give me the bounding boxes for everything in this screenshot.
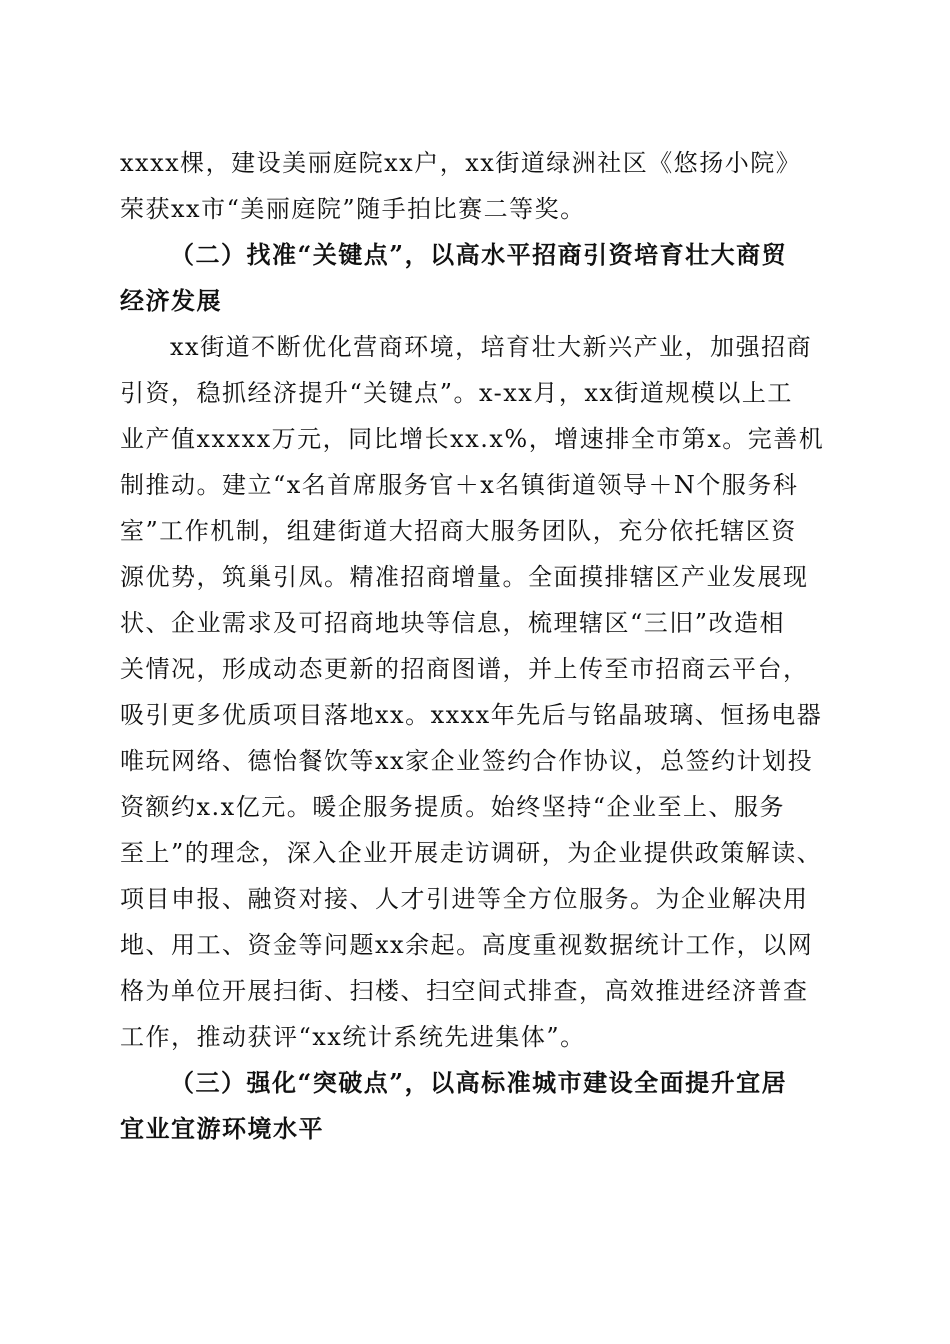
paragraph-2-line-4: 制推动。建立“x名首席服务官＋x名镇街道领导＋N个服务科 bbox=[120, 471, 799, 499]
paragraph-1-line-2: 荣获xx市“美丽庭院”随手拍比赛二等奖。 bbox=[120, 195, 586, 223]
paragraph-2-line-16: 工作，推动获评“xx统计系统先进集体”。 bbox=[120, 1023, 586, 1051]
paragraph-2-line-3: 业产值xxxxx万元，同比增长xx.x%，增速排全市第x。完善机 bbox=[120, 425, 825, 453]
paragraph-2-line-7: 状、企业需求及可招商地块等信息，梳理辖区“三旧”改造相 bbox=[120, 609, 786, 637]
paragraph-2-line-12: 至上”的理念，深入企业开展走访调研，为企业提供政策解读、 bbox=[120, 839, 823, 867]
paragraph-2-line-11: 资额约x.x亿元。暖企服务提质。始终坚持“企业至上、服务 bbox=[120, 793, 785, 821]
section-2-heading-line-2: 经济发展 bbox=[120, 286, 222, 315]
paragraph-2-line-9: 吸引更多优质项目落地xx。xxxx年先后与铭晶玻璃、恒扬电器 bbox=[120, 701, 823, 729]
section-2-heading-line-1: （二）找准“关键点”，以高水平招商引资培育壮大商贸 bbox=[170, 240, 788, 269]
section-3-heading-line-1: （三）强化“突破点”，以高标准城市建设全面提升宜居 bbox=[170, 1068, 788, 1097]
paragraph-2-line-13: 项目申报、融资对接、人才引进等全方位服务。为企业解决用 bbox=[120, 885, 809, 913]
paragraph-2-line-1: xx街道不断优化营商环境，培育壮大新兴产业，加强招商 bbox=[170, 333, 813, 361]
paragraph-2-line-6: 源优势，筑巢引凤。精准招商增量。全面摸排辖区产业发展现 bbox=[120, 563, 809, 591]
paragraph-2-line-10: 唯玩网络、德怡餐饮等xx家企业签约合作协议，总签约计划投 bbox=[120, 747, 814, 775]
paragraph-2-line-14: 地、用工、资金等问题xx余起。高度重视数据统计工作，以网 bbox=[120, 931, 814, 959]
paragraph-2-line-5: 室”工作机制，组建街道大招商大服务团队，充分依托辖区资 bbox=[120, 517, 797, 545]
paragraph-2-line-15: 格为单位开展扫街、扫楼、扫空间式排查，高效推进经济普查 bbox=[120, 977, 809, 1005]
paragraph-2-line-2: 引资，稳抓经济提升“关键点”。x-xx月，xx街道规模以上工 bbox=[120, 379, 793, 407]
paragraph-2-line-8: 关情况，形成动态更新的招商图谱，并上传至市招商云平台， bbox=[120, 655, 809, 683]
section-3-heading-line-2: 宜业宜游环境水平 bbox=[120, 1114, 324, 1143]
paragraph-1-line-1: xxxx棵，建设美丽庭院xx户，xx街道绿洲社区《悠扬小院》 bbox=[120, 149, 802, 177]
